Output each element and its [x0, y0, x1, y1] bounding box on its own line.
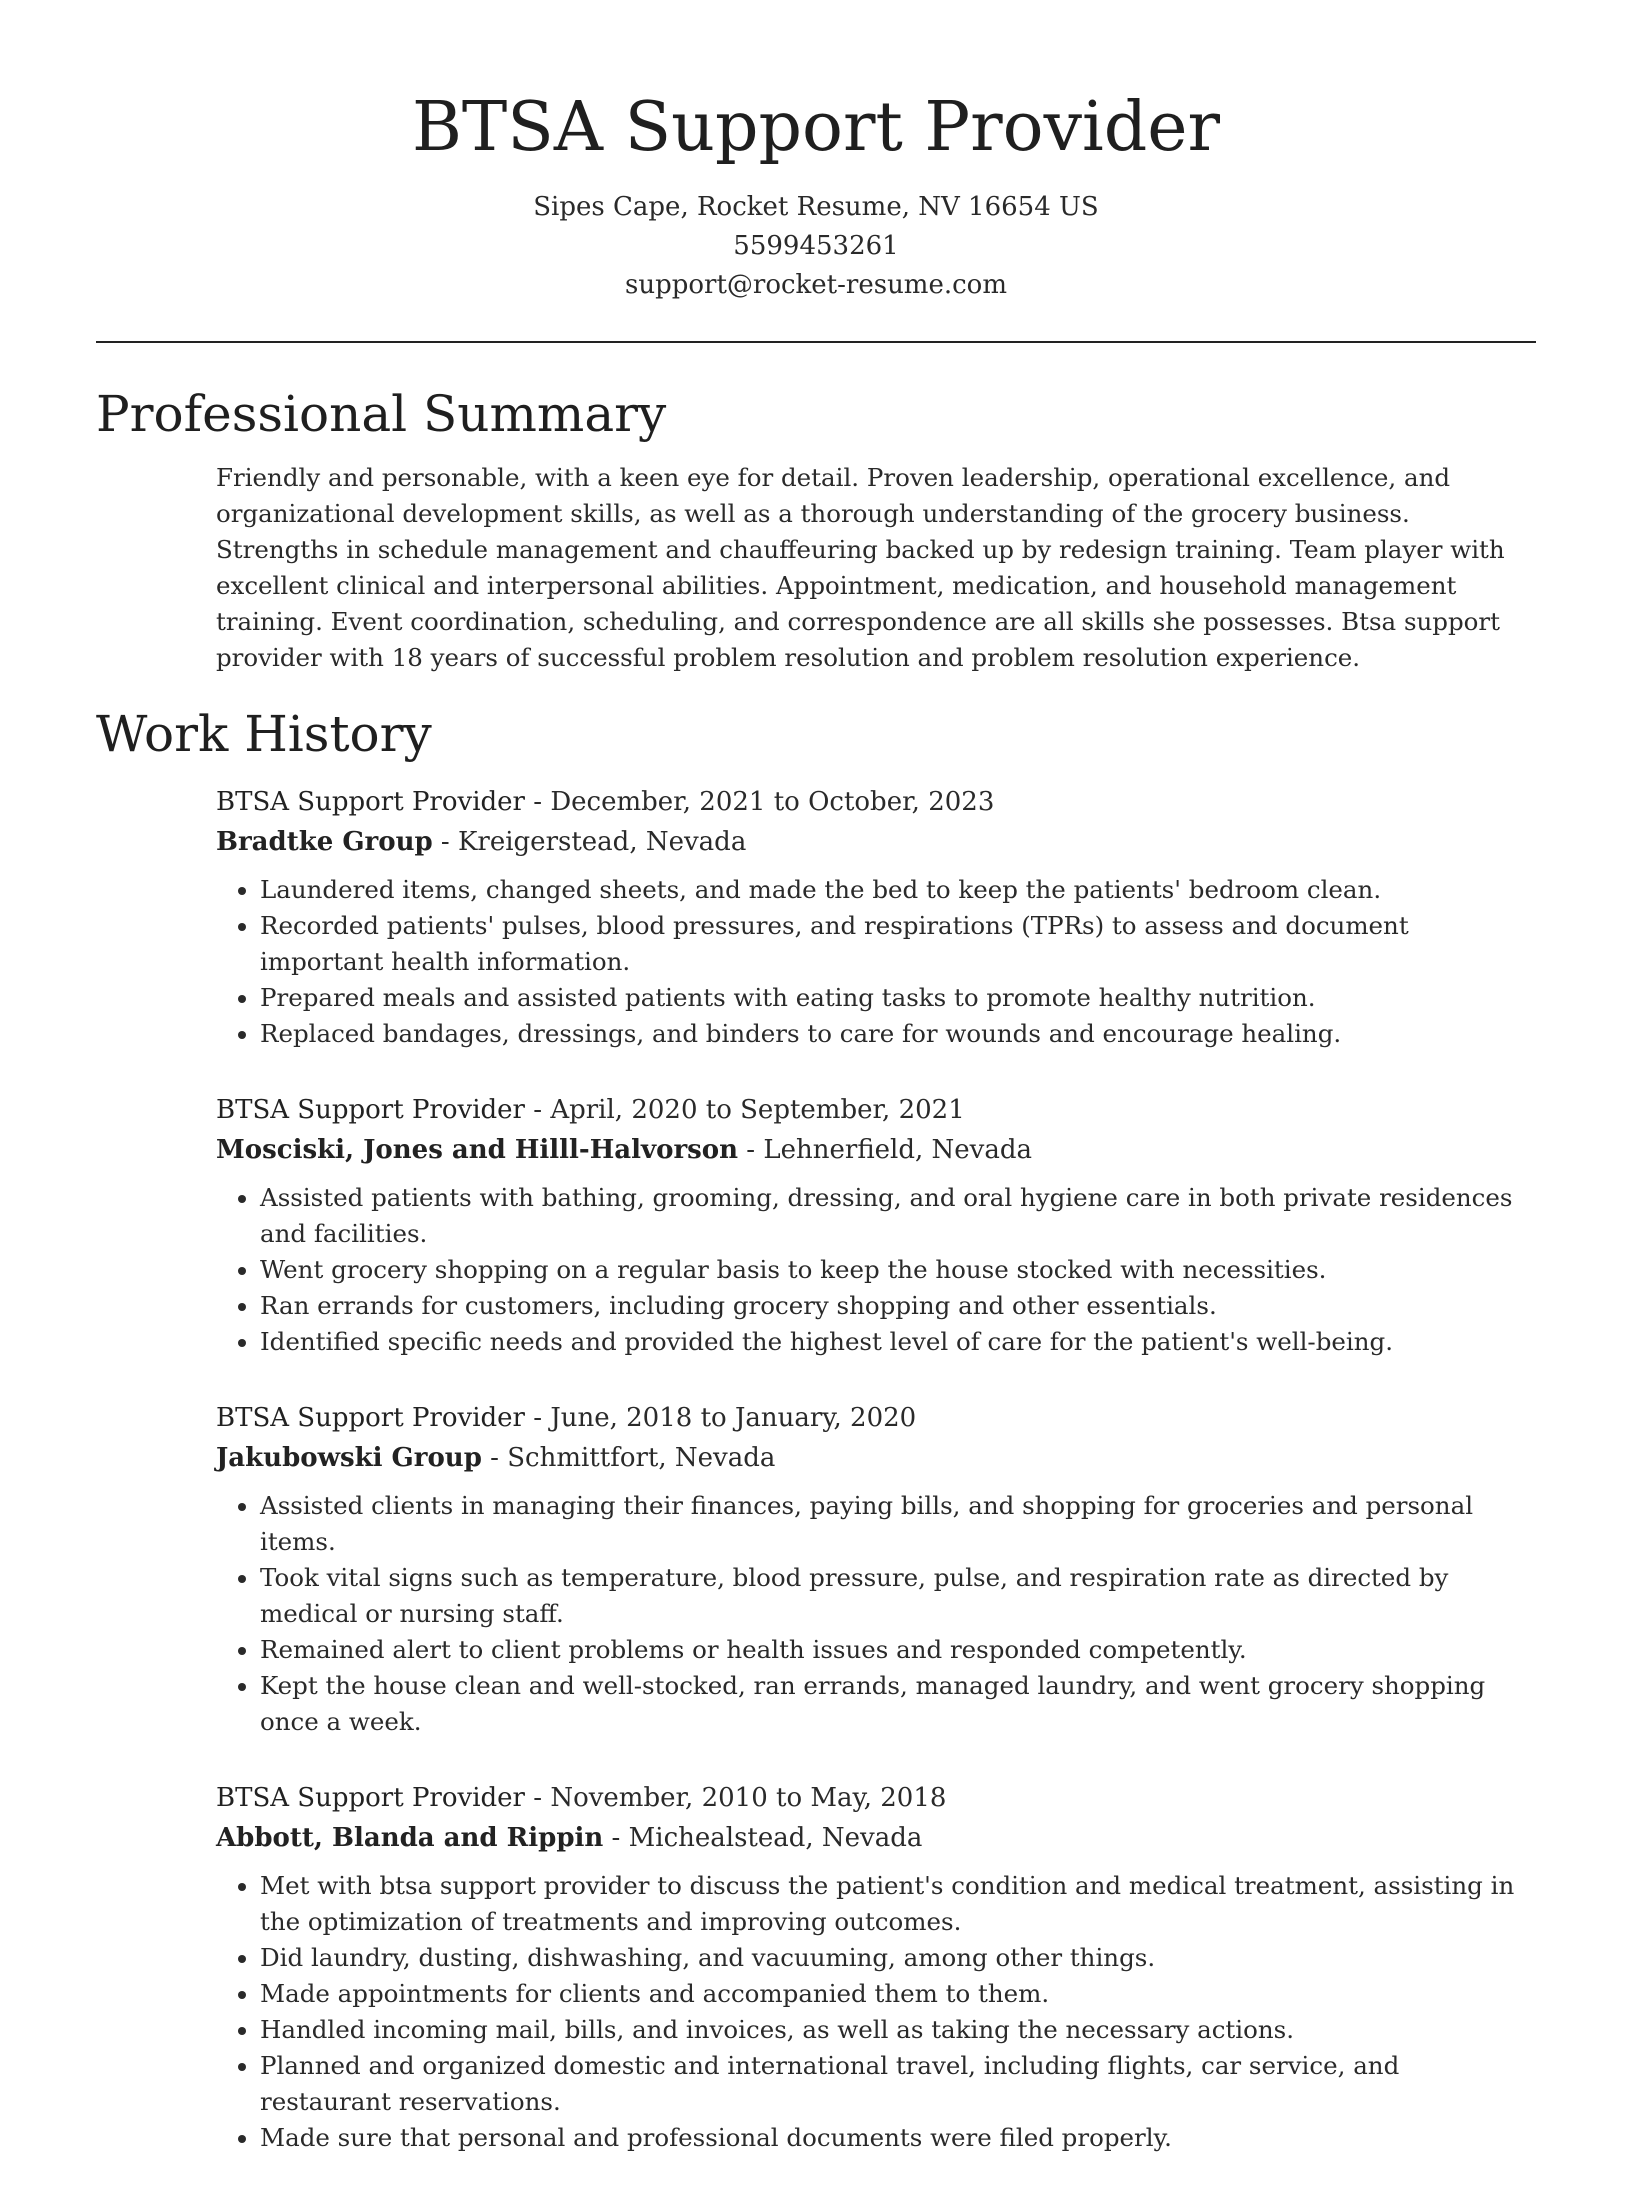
job-bullet: • Met with btsa support provider to discuss the patient's condition and medical treatment, assisting in the optimization of treatments and improving outcomes.	[260, 1868, 1536, 1940]
job-bullet: • Took vital signs such as temperature, blood pressure, pulse, and respiration rate as directed by medical or nursing staff.	[260, 1560, 1536, 1632]
job-company: Bradtke Group	[216, 827, 433, 857]
job-location: Lehnerfield, Nevada	[763, 1135, 1033, 1165]
job-bullet: • Assisted clients in managing their finances, paying bills, and shopping for groceries and personal items.	[260, 1488, 1536, 1560]
job-title: BTSA Support Provider	[216, 787, 525, 817]
job-company-line: Mosciski, Jones and Hilll-Halvorson - Lehnerfield, Nevada	[216, 1135, 1033, 1165]
job-title-line: BTSA Support Provider - December, 2021 to October, 2023	[216, 787, 995, 817]
header-divider	[96, 341, 1536, 343]
summary-text: Friendly and personable, with a keen eye for detail. Proven leadership, operational excellence, and organizational development skills, as well as a thorough understanding of the grocery business. Strengths in schedule management and chauffeuring backed up by redesign training. Team player with excellent clinical and interpersonal abilities. Appointment, medication, and household management training. Event coordination, scheduling, and correspondence are all skills she possesses. Btsa support provider with 18 years of successful problem resolution and problem resolution experience.	[216, 463, 1505, 672]
contact-email: support@rocket-resume.com	[624, 270, 1007, 300]
job-location: Michealstead, Nevada	[628, 1823, 923, 1853]
job-bullet: • Made sure that personal and professional documents were filed properly.	[260, 2120, 1536, 2156]
job-bullet: • Did laundry, dusting, dishwashing, and vacuuming, among other things.	[260, 1940, 1536, 1976]
job-dates: December, 2021 to October, 2023	[550, 787, 995, 817]
contact-phone: 5599453261	[733, 231, 899, 261]
job-location: Schmittfort, Nevada	[507, 1443, 776, 1473]
job-bullet: • Ran errands for customers, including grocery shopping and other essentials.	[260, 1288, 1536, 1324]
job-bullet: • Assisted patients with bathing, grooming, dressing, and oral hygiene care in both private residences and facilities.	[260, 1180, 1536, 1252]
contact-address: Sipes Cape, Rocket Resume, NV 16654 US	[533, 192, 1099, 222]
job-title-line: BTSA Support Provider - November, 2010 to May, 2018	[216, 1783, 947, 1813]
job-company: Jakubowski Group	[216, 1443, 482, 1473]
job-title-line: BTSA Support Provider - June, 2018 to January, 2020	[216, 1403, 917, 1433]
job-company: Mosciski, Jones and Hilll-Halvorson	[216, 1135, 739, 1165]
job-dates: April, 2020 to September, 2021	[550, 1095, 965, 1125]
job-dates: November, 2010 to May, 2018	[550, 1783, 947, 1813]
job-bullet: • Kept the house clean and well-stocked, ran errands, managed laundry, and went grocery shopping once a week.	[260, 1668, 1536, 1740]
job-location: Kreigerstead, Nevada	[457, 827, 747, 857]
job-entry	[216, 1090, 1536, 1360]
resume-header	[0, 0, 1632, 305]
job-title: BTSA Support Provider	[216, 1403, 525, 1433]
work-history-heading: Work History	[96, 705, 432, 763]
job-bullet: • Planned and organized domestic and international travel, including flights, car service, and restaurant reservations.	[260, 2048, 1536, 2120]
job-company-line: Bradtke Group - Kreigerstead, Nevada	[216, 827, 747, 857]
job-bullet: • Handled incoming mail, bills, and invoices, as well as taking the necessary actions.	[260, 2012, 1536, 2048]
summary-heading: Professional Summary	[96, 385, 667, 443]
contact-block	[0, 188, 1632, 305]
job-bullets	[216, 1868, 1536, 2156]
job-bullet: • Went grocery shopping on a regular basis to keep the house stocked with necessities.	[260, 1252, 1536, 1288]
job-title: BTSA Support Provider	[216, 1783, 525, 1813]
work-history-list	[216, 782, 1536, 2194]
job-bullets	[216, 1180, 1536, 1360]
job-bullet: • Remained alert to client problems or health issues and responded competently.	[260, 1632, 1536, 1668]
job-entry	[216, 1778, 1536, 2156]
job-title: BTSA Support Provider	[216, 1095, 525, 1125]
job-bullet: • Made appointments for clients and accompanied them to them.	[260, 1976, 1536, 2012]
job-bullet: • Laundered items, changed sheets, and made the bed to keep the patients' bedroom clean.	[260, 872, 1536, 908]
job-bullet: • Replaced bandages, dressings, and binders to care for wounds and encourage healing.	[260, 1016, 1536, 1052]
job-bullets	[216, 872, 1536, 1052]
job-bullet: • Recorded patients' pulses, blood pressures, and respirations (TPRs) to assess and document important health information.	[260, 908, 1536, 980]
job-dates: June, 2018 to January, 2020	[550, 1403, 917, 1433]
job-company: Abbott, Blanda and Rippin	[216, 1823, 604, 1853]
resume-name: BTSA Support Provider	[411, 88, 1221, 167]
job-bullets	[216, 1488, 1536, 1740]
job-bullet: • Identified specific needs and provided the highest level of care for the patient's well-being.	[260, 1324, 1536, 1360]
job-company-line: Jakubowski Group - Schmittfort, Nevada	[216, 1443, 776, 1473]
job-title-line: BTSA Support Provider - April, 2020 to September, 2021	[216, 1095, 965, 1125]
job-company-line: Abbott, Blanda and Rippin - Michealstead, Nevada	[216, 1823, 923, 1853]
job-entry	[216, 1398, 1536, 1740]
job-bullet: • Prepared meals and assisted patients with eating tasks to promote healthy nutrition.	[260, 980, 1536, 1016]
job-entry	[216, 782, 1536, 1052]
